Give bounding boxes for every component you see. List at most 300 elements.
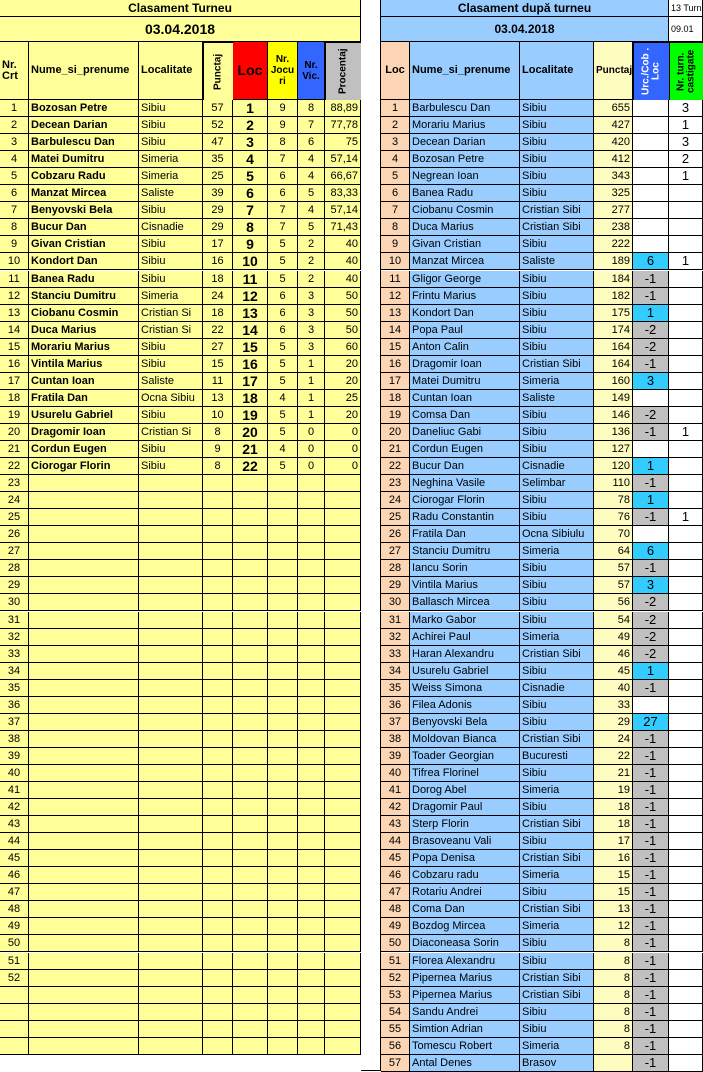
- left-empty-cell[interactable]: [203, 577, 233, 594]
- left-empty-cell[interactable]: [203, 782, 233, 799]
- left-empty-cell[interactable]: [268, 850, 298, 867]
- left-empty-cell[interactable]: [325, 884, 361, 901]
- left-empty-cell[interactable]: [139, 765, 203, 782]
- left-empty-cell[interactable]: [139, 646, 203, 663]
- left-empty-cell[interactable]: [203, 560, 233, 577]
- left-empty-cell[interactable]: [268, 594, 298, 611]
- left-empty-cell[interactable]: [233, 970, 268, 987]
- left-empty-cell[interactable]: [29, 850, 139, 867]
- left-empty-cell[interactable]: [139, 629, 203, 646]
- left-empty-cell[interactable]: [233, 629, 268, 646]
- left-empty-cell[interactable]: [139, 577, 203, 594]
- left-empty-cell[interactable]: [233, 594, 268, 611]
- right-row-name[interactable]: Haran Alexandru: [410, 646, 520, 663]
- left-empty-cell[interactable]: [325, 731, 361, 748]
- left-empty-cell[interactable]: [325, 663, 361, 680]
- left-empty-cell[interactable]: [298, 935, 325, 952]
- left-empty-cell[interactable]: [298, 799, 325, 816]
- left-empty-cell[interactable]: [139, 509, 203, 526]
- left-empty-cell[interactable]: [203, 918, 233, 935]
- left-empty-cell[interactable]: [268, 987, 298, 1004]
- left-empty-cell[interactable]: [29, 646, 139, 663]
- left-empty-cell[interactable]: [139, 833, 203, 850]
- right-row-name[interactable]: Brasoveanu Vali: [410, 833, 520, 850]
- left-empty-cell[interactable]: [298, 526, 325, 543]
- left-empty-cell[interactable]: [325, 953, 361, 970]
- left-empty-cell[interactable]: [233, 731, 268, 748]
- left-empty-cell[interactable]: [29, 1004, 139, 1021]
- left-empty-cell[interactable]: [325, 526, 361, 543]
- left-header-vic[interactable]: Nr. Vic.: [298, 42, 325, 100]
- left-empty-cell[interactable]: [325, 918, 361, 935]
- left-empty-cell[interactable]: [298, 953, 325, 970]
- left-empty-cell[interactable]: [29, 987, 139, 1004]
- left-empty-cell[interactable]: [29, 509, 139, 526]
- left-empty-cell[interactable]: [139, 1038, 203, 1055]
- right-row-name[interactable]: Givan Cristian: [410, 236, 520, 253]
- left-empty-cell[interactable]: [298, 833, 325, 850]
- right-row-name[interactable]: Achirei Paul: [410, 629, 520, 646]
- left-row-name[interactable]: Fratila Dan: [29, 390, 139, 407]
- right-row-name[interactable]: Comsa Dan: [410, 407, 520, 424]
- right-row-name[interactable]: Barbulescu Dan: [410, 100, 520, 117]
- left-row-name[interactable]: Banea Radu: [29, 271, 139, 288]
- left-empty-cell[interactable]: [268, 577, 298, 594]
- right-row-name[interactable]: Banea Radu: [410, 185, 520, 202]
- left-empty-cell[interactable]: [325, 697, 361, 714]
- left-empty-cell[interactable]: [203, 901, 233, 918]
- left-empty-cell[interactable]: [203, 935, 233, 952]
- right-row-name[interactable]: Vintila Marius: [410, 577, 520, 594]
- left-empty-cell[interactable]: [233, 748, 268, 765]
- right-row-name[interactable]: Manzat Mircea: [410, 253, 520, 270]
- left-empty-cell[interactable]: [268, 663, 298, 680]
- left-empty-cell[interactable]: [325, 714, 361, 731]
- left-empty-cell[interactable]: [203, 833, 233, 850]
- left-empty-cell[interactable]: [233, 475, 268, 492]
- left-empty-cell[interactable]: [139, 867, 203, 884]
- left-empty-cell[interactable]: [298, 492, 325, 509]
- left-empty-cell[interactable]: [325, 765, 361, 782]
- right-row-name[interactable]: Cuntan Ioan: [410, 390, 520, 407]
- right-row-name[interactable]: Sterp Florin: [410, 816, 520, 833]
- left-empty-cell[interactable]: [268, 833, 298, 850]
- left-empty-cell[interactable]: [139, 884, 203, 901]
- left-empty-cell[interactable]: [268, 492, 298, 509]
- left-empty-cell[interactable]: [325, 577, 361, 594]
- left-empty-cell[interactable]: [325, 475, 361, 492]
- left-empty-cell[interactable]: [233, 1004, 268, 1021]
- left-empty-cell[interactable]: [325, 629, 361, 646]
- left-empty-cell[interactable]: [139, 612, 203, 629]
- left-empty-cell[interactable]: [203, 663, 233, 680]
- left-empty-cell[interactable]: [325, 799, 361, 816]
- left-empty-cell[interactable]: [325, 867, 361, 884]
- left-empty-cell[interactable]: [233, 663, 268, 680]
- right-header-localitate[interactable]: Localitate: [520, 42, 594, 100]
- right-row-name[interactable]: Dorog Abel: [410, 782, 520, 799]
- right-row-name[interactable]: Anton Calin: [410, 339, 520, 356]
- left-empty-cell[interactable]: [298, 1021, 325, 1038]
- left-empty-cell[interactable]: [325, 509, 361, 526]
- left-empty-cell[interactable]: [233, 867, 268, 884]
- left-empty-cell[interactable]: [325, 970, 361, 987]
- left-empty-cell[interactable]: [268, 816, 298, 833]
- left-empty-cell[interactable]: [203, 1004, 233, 1021]
- right-row-name[interactable]: Cordun Eugen: [410, 441, 520, 458]
- left-empty-cell[interactable]: [203, 970, 233, 987]
- left-empty-cell[interactable]: [268, 680, 298, 697]
- left-row-name[interactable]: Matei Dumitru: [29, 151, 139, 168]
- left-empty-cell[interactable]: [233, 526, 268, 543]
- left-empty-cell[interactable]: [29, 560, 139, 577]
- right-row-name[interactable]: Ciorogar Florin: [410, 492, 520, 509]
- left-empty-cell[interactable]: [298, 748, 325, 765]
- left-empty-cell[interactable]: [298, 867, 325, 884]
- left-empty-cell[interactable]: [203, 646, 233, 663]
- right-row-name[interactable]: Pipernea Marius: [410, 987, 520, 1004]
- left-empty-cell[interactable]: [203, 526, 233, 543]
- left-empty-cell[interactable]: [298, 1004, 325, 1021]
- left-empty-cell[interactable]: [298, 697, 325, 714]
- left-row-name[interactable]: Bozosan Petre: [29, 100, 139, 117]
- left-empty-cell[interactable]: [139, 918, 203, 935]
- left-empty-cell[interactable]: [325, 594, 361, 611]
- left-row-name[interactable]: Givan Cristian: [29, 236, 139, 253]
- left-row-name[interactable]: Duca Marius: [29, 322, 139, 339]
- right-row-name[interactable]: Frintu Marius: [410, 288, 520, 305]
- left-empty-cell[interactable]: [268, 526, 298, 543]
- left-empty-cell[interactable]: [203, 629, 233, 646]
- left-empty-cell[interactable]: [233, 697, 268, 714]
- left-empty-cell[interactable]: [298, 560, 325, 577]
- left-row-name[interactable]: Manzat Mircea: [29, 185, 139, 202]
- left-empty-cell[interactable]: [29, 1038, 139, 1055]
- left-empty-cell[interactable]: [268, 475, 298, 492]
- left-empty-cell[interactable]: [203, 816, 233, 833]
- left-header-procentaj[interactable]: Procentaj: [325, 42, 361, 100]
- left-empty-cell[interactable]: [298, 970, 325, 987]
- right-row-name[interactable]: Popa Paul: [410, 322, 520, 339]
- left-empty-cell[interactable]: [29, 901, 139, 918]
- left-empty-cell[interactable]: [233, 509, 268, 526]
- left-row-name[interactable]: Bucur Dan: [29, 219, 139, 236]
- left-empty-cell[interactable]: [233, 680, 268, 697]
- left-empty-cell[interactable]: [203, 867, 233, 884]
- left-empty-cell[interactable]: [139, 543, 203, 560]
- right-row-name[interactable]: Bozosan Petre: [410, 151, 520, 168]
- left-empty-cell[interactable]: [325, 935, 361, 952]
- left-empty-cell[interactable]: [139, 475, 203, 492]
- left-empty-cell[interactable]: [268, 509, 298, 526]
- right-header-punctaj[interactable]: Punctaj: [594, 42, 633, 100]
- right-row-name[interactable]: Matei Dumitru: [410, 373, 520, 390]
- left-header-localitate[interactable]: Localitate: [139, 42, 203, 100]
- left-empty-cell[interactable]: [325, 612, 361, 629]
- left-empty-cell[interactable]: [233, 543, 268, 560]
- left-empty-cell[interactable]: [233, 560, 268, 577]
- left-empty-cell[interactable]: [139, 799, 203, 816]
- left-empty-cell[interactable]: [29, 782, 139, 799]
- left-empty-cell[interactable]: [29, 543, 139, 560]
- left-empty-cell[interactable]: [139, 987, 203, 1004]
- left-empty-cell[interactable]: [268, 748, 298, 765]
- left-empty-cell[interactable]: [29, 594, 139, 611]
- left-empty-cell[interactable]: [298, 731, 325, 748]
- left-empty-cell[interactable]: [268, 1004, 298, 1021]
- right-row-name[interactable]: Moldovan Bianca: [410, 731, 520, 748]
- left-empty-cell[interactable]: [233, 799, 268, 816]
- left-empty-cell[interactable]: [203, 765, 233, 782]
- left-empty-cell[interactable]: [139, 663, 203, 680]
- left-empty-cell[interactable]: [325, 748, 361, 765]
- left-empty-cell[interactable]: [325, 850, 361, 867]
- left-empty-cell[interactable]: [203, 509, 233, 526]
- right-row-name[interactable]: Ballasch Mircea: [410, 594, 520, 611]
- left-empty-cell[interactable]: [298, 594, 325, 611]
- left-empty-cell[interactable]: [268, 765, 298, 782]
- left-empty-cell[interactable]: [268, 629, 298, 646]
- left-empty-cell[interactable]: [29, 748, 139, 765]
- left-empty-cell[interactable]: [268, 935, 298, 952]
- left-empty-cell[interactable]: [233, 901, 268, 918]
- left-empty-cell[interactable]: [139, 697, 203, 714]
- left-empty-cell[interactable]: [139, 1021, 203, 1038]
- left-empty-cell[interactable]: [268, 799, 298, 816]
- right-row-name[interactable]: Antal Denes: [410, 1055, 520, 1072]
- left-empty-cell[interactable]: [268, 970, 298, 987]
- left-empty-cell[interactable]: [139, 782, 203, 799]
- left-empty-cell[interactable]: [325, 1038, 361, 1055]
- right-row-name[interactable]: Daneliuc Gabi: [410, 424, 520, 441]
- left-empty-cell[interactable]: [233, 492, 268, 509]
- left-empty-cell[interactable]: [233, 833, 268, 850]
- left-empty-cell[interactable]: [298, 663, 325, 680]
- left-empty-cell[interactable]: [29, 612, 139, 629]
- left-row-name[interactable]: Usurelu Gabriel: [29, 407, 139, 424]
- right-row-name[interactable]: Ciobanu Cosmin: [410, 202, 520, 219]
- left-empty-cell[interactable]: [29, 799, 139, 816]
- left-empty-cell[interactable]: [325, 646, 361, 663]
- left-empty-cell[interactable]: [298, 850, 325, 867]
- left-header-nume[interactable]: Nume_si_prenume: [29, 42, 139, 100]
- left-empty-cell[interactable]: [203, 492, 233, 509]
- left-empty-cell[interactable]: [29, 731, 139, 748]
- left-empty-cell[interactable]: [233, 816, 268, 833]
- left-empty-cell[interactable]: [29, 765, 139, 782]
- left-empty-cell[interactable]: [233, 935, 268, 952]
- left-empty-cell[interactable]: [233, 577, 268, 594]
- left-empty-cell[interactable]: [325, 833, 361, 850]
- right-row-name[interactable]: Duca Marius: [410, 219, 520, 236]
- right-row-name[interactable]: Benyovski Bela: [410, 714, 520, 731]
- right-header-nume[interactable]: Nume_si_prenume: [410, 42, 520, 100]
- left-empty-cell[interactable]: [203, 1021, 233, 1038]
- left-header-punctaj[interactable]: Punctaj: [203, 42, 233, 100]
- right-row-name[interactable]: Coma Dan: [410, 901, 520, 918]
- left-row-name[interactable]: Stanciu Dumitru: [29, 288, 139, 305]
- right-row-name[interactable]: Stanciu Dumitru: [410, 543, 520, 560]
- left-empty-cell[interactable]: [203, 731, 233, 748]
- left-empty-cell[interactable]: [203, 714, 233, 731]
- left-empty-cell[interactable]: [29, 867, 139, 884]
- left-empty-cell[interactable]: [139, 1004, 203, 1021]
- left-empty-cell[interactable]: [139, 492, 203, 509]
- left-empty-cell[interactable]: [233, 612, 268, 629]
- left-empty-cell[interactable]: [233, 987, 268, 1004]
- left-empty-cell[interactable]: [29, 577, 139, 594]
- left-empty-cell[interactable]: [29, 680, 139, 697]
- left-empty-cell[interactable]: [325, 987, 361, 1004]
- left-empty-cell[interactable]: [233, 918, 268, 935]
- right-header-loc[interactable]: Loc: [381, 42, 410, 100]
- left-empty-cell[interactable]: [325, 560, 361, 577]
- left-empty-cell[interactable]: [29, 833, 139, 850]
- left-empty-cell[interactable]: [29, 953, 139, 970]
- left-row-name[interactable]: Ciorogar Florin: [29, 458, 139, 475]
- right-row-name[interactable]: Morariu Marius: [410, 117, 520, 134]
- left-empty-cell[interactable]: [233, 646, 268, 663]
- left-empty-cell[interactable]: [298, 765, 325, 782]
- right-row-name[interactable]: Weiss Simona: [410, 680, 520, 697]
- left-empty-cell[interactable]: [233, 884, 268, 901]
- left-empty-cell[interactable]: [268, 782, 298, 799]
- right-row-name[interactable]: Rotariu Andrei: [410, 884, 520, 901]
- left-empty-cell[interactable]: [29, 884, 139, 901]
- left-empty-cell[interactable]: [268, 714, 298, 731]
- left-empty-cell[interactable]: [29, 663, 139, 680]
- left-empty-cell[interactable]: [233, 953, 268, 970]
- right-row-name[interactable]: Neghina Vasile: [410, 475, 520, 492]
- left-empty-cell[interactable]: [268, 884, 298, 901]
- left-empty-cell[interactable]: [233, 850, 268, 867]
- left-empty-cell[interactable]: [139, 560, 203, 577]
- left-empty-cell[interactable]: [268, 901, 298, 918]
- left-empty-cell[interactable]: [268, 1038, 298, 1055]
- left-empty-cell[interactable]: [325, 680, 361, 697]
- left-empty-cell[interactable]: [298, 543, 325, 560]
- right-row-name[interactable]: Diaconeasa Sorin: [410, 935, 520, 952]
- left-empty-cell[interactable]: [139, 714, 203, 731]
- left-empty-cell[interactable]: [298, 612, 325, 629]
- left-empty-cell[interactable]: [139, 731, 203, 748]
- left-empty-cell[interactable]: [325, 492, 361, 509]
- right-row-name[interactable]: Toader Georgian: [410, 748, 520, 765]
- left-row-name[interactable]: Dragomir Ioan: [29, 424, 139, 441]
- left-row-name[interactable]: Benyovski Bela: [29, 202, 139, 219]
- left-empty-cell[interactable]: [268, 697, 298, 714]
- left-empty-cell[interactable]: [29, 918, 139, 935]
- left-empty-cell[interactable]: [203, 987, 233, 1004]
- left-empty-cell[interactable]: [203, 594, 233, 611]
- left-empty-cell[interactable]: [298, 918, 325, 935]
- right-header-turn[interactable]: Nr. turn. castigate: [669, 42, 703, 100]
- left-empty-cell[interactable]: [268, 953, 298, 970]
- left-empty-cell[interactable]: [298, 816, 325, 833]
- right-row-name[interactable]: Pipernea Marius: [410, 970, 520, 987]
- right-row-name[interactable]: Tifrea Florinel: [410, 765, 520, 782]
- right-row-name[interactable]: Iancu Sorin: [410, 560, 520, 577]
- left-empty-cell[interactable]: [29, 935, 139, 952]
- right-row-name[interactable]: Bozdog Mircea: [410, 918, 520, 935]
- left-empty-cell[interactable]: [29, 970, 139, 987]
- left-empty-cell[interactable]: [139, 816, 203, 833]
- right-row-name[interactable]: Simtion Adrian: [410, 1021, 520, 1038]
- left-empty-cell[interactable]: [203, 953, 233, 970]
- right-row-name[interactable]: Radu Constantin: [410, 509, 520, 526]
- left-empty-cell[interactable]: [298, 577, 325, 594]
- left-empty-cell[interactable]: [298, 782, 325, 799]
- left-row-name[interactable]: Morariu Marius: [29, 339, 139, 356]
- left-empty-cell[interactable]: [139, 526, 203, 543]
- left-empty-cell[interactable]: [29, 526, 139, 543]
- left-empty-cell[interactable]: [268, 918, 298, 935]
- left-empty-cell[interactable]: [268, 731, 298, 748]
- left-empty-cell[interactable]: [298, 509, 325, 526]
- left-empty-cell[interactable]: [139, 901, 203, 918]
- left-empty-cell[interactable]: [298, 714, 325, 731]
- left-empty-cell[interactable]: [139, 594, 203, 611]
- left-row-name[interactable]: Ciobanu Cosmin: [29, 305, 139, 322]
- left-empty-cell[interactable]: [29, 492, 139, 509]
- left-empty-cell[interactable]: [233, 1038, 268, 1055]
- left-empty-cell[interactable]: [268, 612, 298, 629]
- left-empty-cell[interactable]: [233, 714, 268, 731]
- left-empty-cell[interactable]: [298, 987, 325, 1004]
- right-row-name[interactable]: Usurelu Gabriel: [410, 663, 520, 680]
- left-empty-cell[interactable]: [29, 1021, 139, 1038]
- right-row-name[interactable]: Negrean Ioan: [410, 168, 520, 185]
- left-row-name[interactable]: Decean Darian: [29, 117, 139, 134]
- left-header-loc[interactable]: Loc: [233, 42, 268, 100]
- left-empty-cell[interactable]: [203, 475, 233, 492]
- left-empty-cell[interactable]: [298, 901, 325, 918]
- left-empty-cell[interactable]: [139, 850, 203, 867]
- left-empty-cell[interactable]: [203, 612, 233, 629]
- left-empty-cell[interactable]: [325, 1021, 361, 1038]
- right-header-urc[interactable]: Urc./Cob . Loc: [633, 42, 669, 100]
- right-row-name[interactable]: Sandu Andrei: [410, 1004, 520, 1021]
- right-row-name[interactable]: Gligor George: [410, 271, 520, 288]
- left-empty-cell[interactable]: [233, 765, 268, 782]
- left-empty-cell[interactable]: [298, 884, 325, 901]
- left-empty-cell[interactable]: [29, 697, 139, 714]
- left-empty-cell[interactable]: [203, 1038, 233, 1055]
- left-row-name[interactable]: Vintila Marius: [29, 356, 139, 373]
- left-empty-cell[interactable]: [325, 901, 361, 918]
- left-empty-cell[interactable]: [29, 714, 139, 731]
- left-empty-cell[interactable]: [29, 629, 139, 646]
- left-empty-cell[interactable]: [203, 680, 233, 697]
- right-row-name[interactable]: Marko Gabor: [410, 612, 520, 629]
- left-empty-cell[interactable]: [268, 543, 298, 560]
- left-empty-cell[interactable]: [203, 884, 233, 901]
- left-row-name[interactable]: Cuntan Ioan: [29, 373, 139, 390]
- left-empty-cell[interactable]: [325, 782, 361, 799]
- right-row-name[interactable]: Tomescu Robert: [410, 1038, 520, 1055]
- left-empty-cell[interactable]: [298, 680, 325, 697]
- left-header-jocuri[interactable]: Nr. Jocu ri: [268, 42, 298, 100]
- left-empty-cell[interactable]: [298, 646, 325, 663]
- left-empty-cell[interactable]: [268, 646, 298, 663]
- left-empty-cell[interactable]: [29, 475, 139, 492]
- left-empty-cell[interactable]: [29, 816, 139, 833]
- left-empty-cell[interactable]: [268, 867, 298, 884]
- left-empty-cell[interactable]: [268, 560, 298, 577]
- left-empty-cell[interactable]: [203, 850, 233, 867]
- right-row-name[interactable]: Decean Darian: [410, 134, 520, 151]
- left-empty-cell[interactable]: [203, 697, 233, 714]
